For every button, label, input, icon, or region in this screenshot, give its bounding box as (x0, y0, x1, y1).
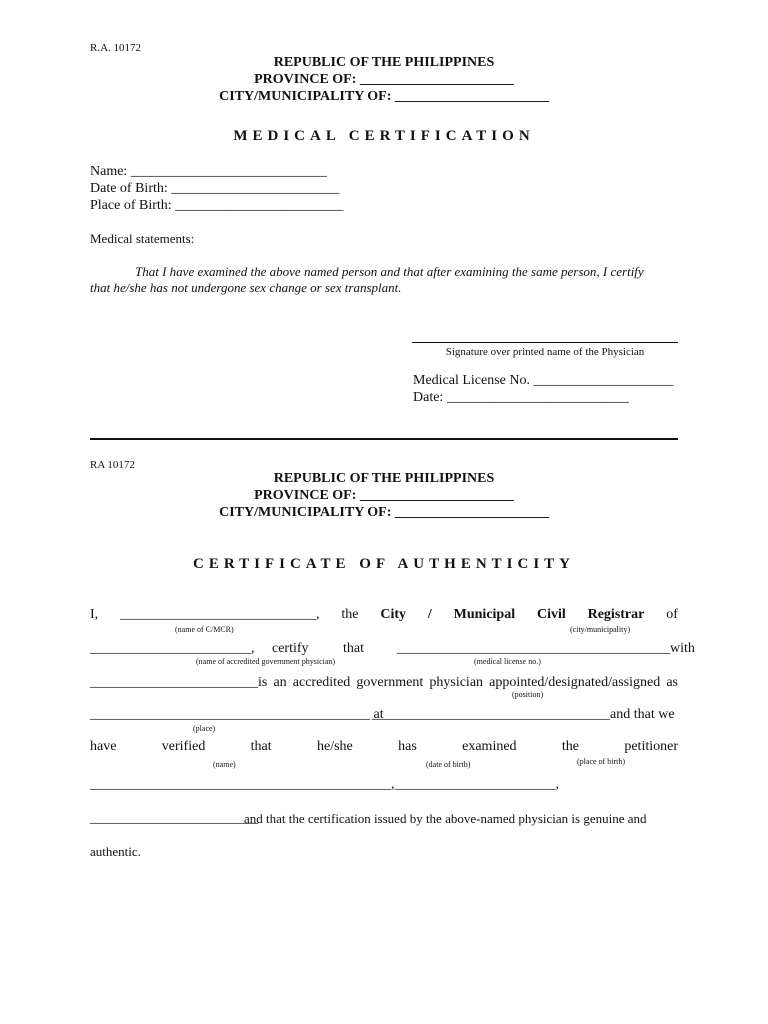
name-field: Name: ____________________________ (90, 164, 327, 179)
word-the-2: the (561, 739, 579, 754)
genuine-statement: and that the certification issued by the above-named physician is genuine and (244, 811, 647, 826)
republic-heading: REPUBLIC OF THE PHILIPPINES (273, 55, 495, 70)
physician-name-blank: _______________________, (90, 641, 255, 656)
certificate-of-authenticity-title: CERTIFICATE OF AUTHENTICITY (192, 556, 576, 572)
word-petitioner: petitioner (624, 739, 678, 754)
date-of-birth-field: Date of Birth: ________________________ (90, 181, 340, 196)
word-has: has (398, 739, 417, 754)
word-he-she: he/she (317, 739, 353, 754)
statement-line-1: That I have examined the above named person and that after examining the same person, I certify (135, 264, 644, 279)
hint-place: (place) (193, 724, 216, 733)
word-verified: verified (161, 739, 206, 754)
registrar-name-blank: ____________________________, (120, 607, 320, 622)
province-field: PROVINCE OF: ______________________ (254, 72, 514, 87)
word-have: have (90, 739, 117, 754)
word-that: that (343, 641, 364, 656)
hint-name: (name) (213, 760, 236, 769)
place-of-birth-blank: ________________________ (90, 811, 258, 826)
word-registrar: Registrar (587, 607, 645, 622)
position-at-line: ________________________________________ at (90, 707, 384, 722)
petitioner-details-blank: ___________________________________________,_______________________, (90, 777, 559, 792)
slash: / (427, 607, 432, 622)
ra-reference: R.A. 10172 (90, 42, 142, 54)
place-blank: __________________________________ (372, 707, 610, 722)
word-the: the (341, 607, 359, 622)
word-municipal: Municipal (453, 607, 516, 622)
statement-line-2: that he/she has not undergone sex change or sex transplant. (90, 280, 402, 295)
word-certify: certify (272, 641, 309, 656)
and-that-we: and that we (610, 707, 675, 722)
physician-signature-line (412, 342, 678, 343)
word-civil: Civil (536, 607, 566, 622)
province-field-2: PROVINCE OF: ______________________ (254, 488, 514, 503)
hint-date-of-birth: (date of birth) (426, 760, 471, 769)
word-examined: examined (462, 739, 517, 754)
hint-position: (position) (512, 690, 544, 699)
accredited-physician-line: ________________________is an accredited government physician appointed/designated/assigned as (90, 675, 678, 690)
republic-heading-2: REPUBLIC OF THE PHILIPPINES (273, 471, 495, 486)
medical-statements-label: Medical statements: (90, 231, 195, 246)
place-of-birth-field: Place of Birth: ________________________ (90, 198, 344, 213)
medical-license-field: Medical License No. ____________________ (413, 373, 674, 388)
word-city: City (380, 607, 407, 622)
city-field: CITY/MUNICIPALITY OF: ______________________ (219, 89, 549, 104)
authentic-word: authentic. (90, 844, 141, 859)
license-no-blank: _______________________________________with (397, 641, 695, 656)
medical-certification-title: MEDICAL CERTIFICATION (233, 128, 535, 144)
pronoun-i: I, (90, 607, 99, 622)
hint-license: (medical license no.) (474, 657, 541, 666)
hint-place-of-birth: (place of birth) (577, 757, 625, 766)
section-divider (90, 438, 678, 440)
ra-reference-2: RA 10172 (90, 459, 135, 471)
hint-physician: (name of accredited government physician) (196, 657, 336, 666)
signature-caption: Signature over printed name of the Physician (445, 346, 645, 358)
hint-city-municipality: (city/municipality) (570, 625, 630, 634)
date-field: Date: __________________________ (413, 390, 629, 405)
word-that-2: that (250, 739, 272, 754)
city-field-2: CITY/MUNICIPALITY OF: ______________________ (219, 505, 549, 520)
verified-line (90, 739, 678, 755)
hint-name-cmcr: (name of C/MCR) (175, 625, 234, 634)
word-of: of (666, 607, 678, 622)
registrar-line (90, 607, 678, 623)
